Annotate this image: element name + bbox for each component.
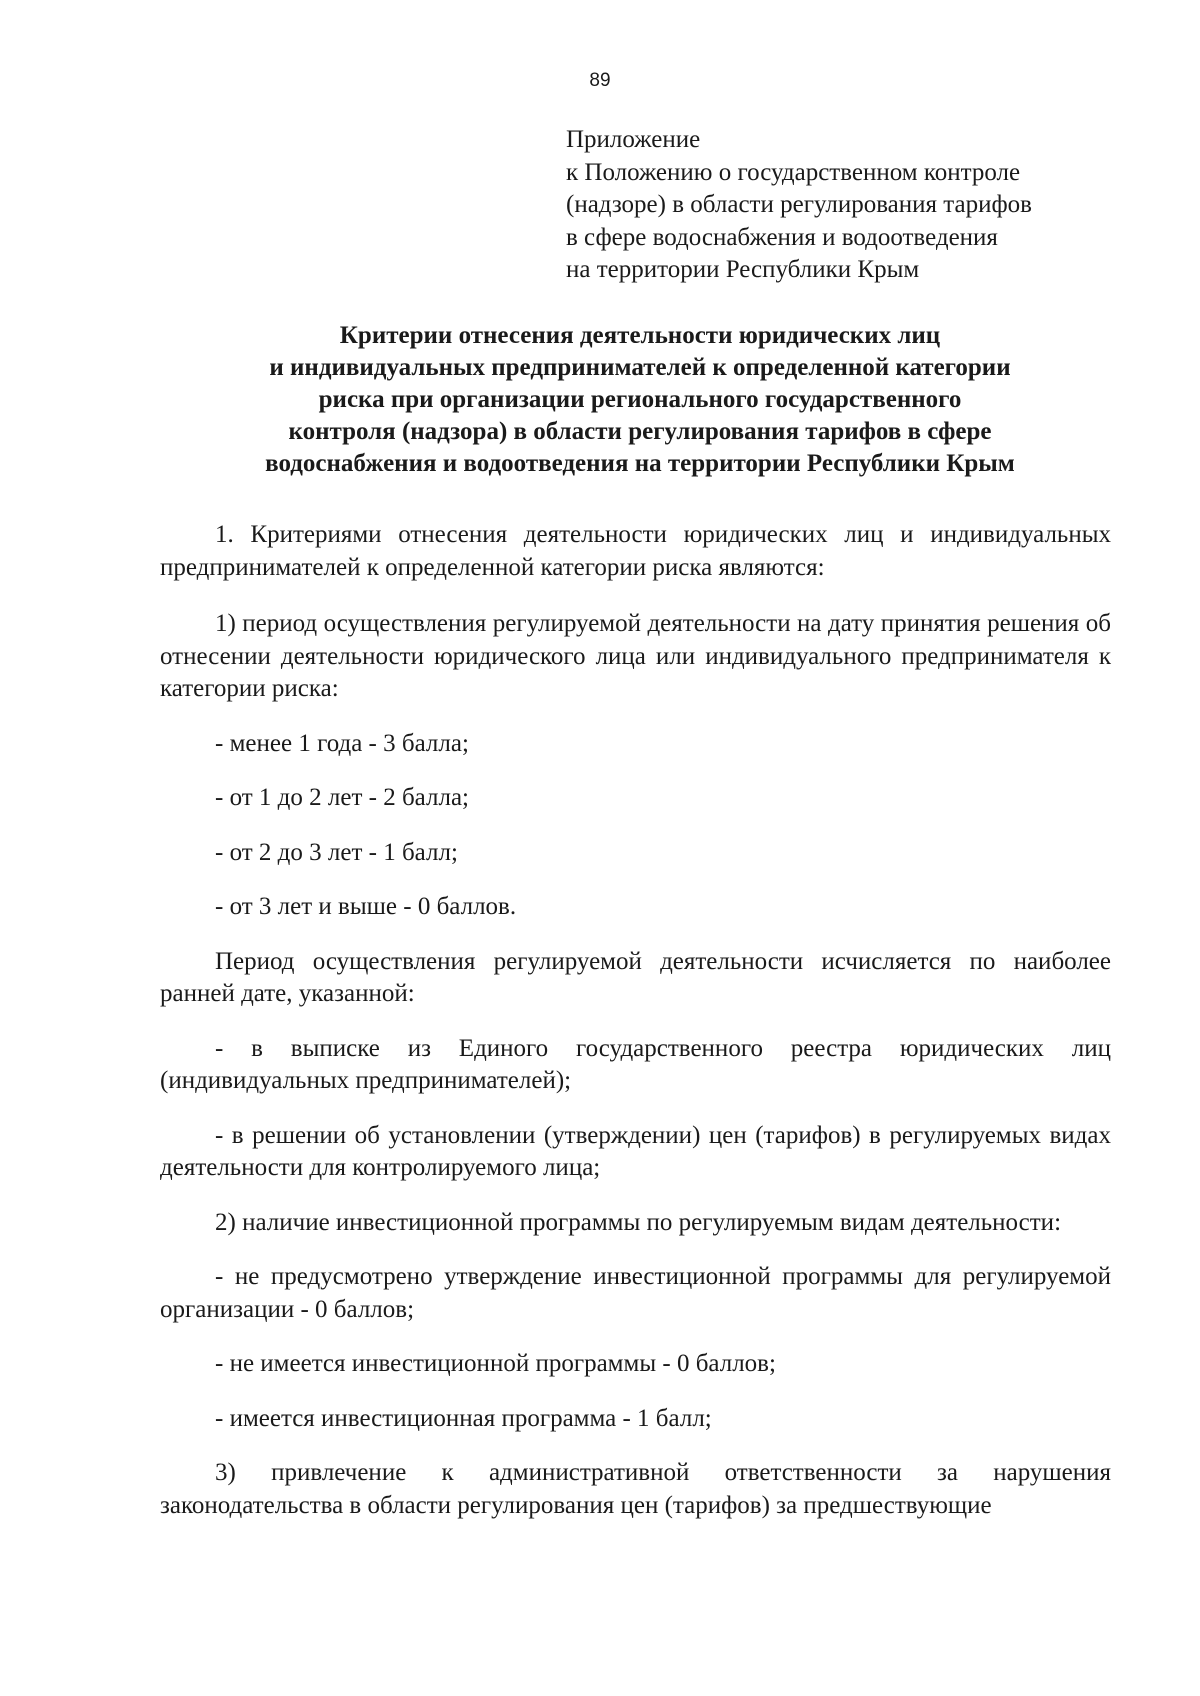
list-item: - от 2 до 3 лет - 1 балл; [215, 838, 458, 866]
list-item: - от 1 до 2 лет - 2 балла; [215, 784, 469, 811]
list-item: - не предусмотрено утверждение инвестиционной программы для регулируемой организации - 0 баллов; [160, 1263, 1111, 1323]
list-item: - не имеется инвестиционной программы - 0 баллов; [215, 1350, 776, 1377]
list-item: - от 3 лет и выше - 0 баллов. [215, 893, 517, 920]
title-line: контроля (надзора) в области регулирования тарифов в сфере [288, 418, 992, 445]
title-line: и индивидуальных предпринимателей к определенной категории [269, 354, 1011, 381]
title-line: Критерии отнесения деятельности юридических лиц [339, 322, 941, 349]
list-item: - менее 1 года - 3 балла; [215, 729, 469, 757]
appendix-header [566, 124, 1166, 287]
paragraph-item-3: 3) привлечение к административной ответственности за нарушения законодательства в области регулирования цен (тарифов) за предшествующие [160, 1459, 1111, 1519]
paragraph-period: Период осуществления регулируемой деятельности исчисляется по наиболее ранней дате, указанной: [160, 947, 1111, 1007]
list-item: - имеется инвестиционная программа - 1 балл; [215, 1404, 712, 1432]
list-item: - в выписке из Единого государственного реестра юридических лиц (индивидуальных предпринимателей); [160, 1034, 1111, 1094]
appendix-line: (надзоре) в области регулирования тарифов [566, 191, 1032, 218]
appendix-line: Приложение [566, 126, 701, 153]
title-line: риска при организации регионального государственного [318, 386, 962, 413]
paragraph-item-1: 1) период осуществления регулируемой деятельности на дату принятия решения об отнесении деятельности юридического лица или индивидуального предпринимателя к категории риска: [160, 610, 1111, 702]
title-line: водоснабжения и водоотведения на территории Республики Крым [265, 450, 1015, 477]
appendix-line: на территории Республики Крым [566, 256, 920, 283]
paragraph-item-2: 2) наличие инвестиционной программы по регулируемым видам деятельности: [215, 1208, 1062, 1236]
page-number: 89 [589, 70, 611, 91]
appendix-line: в сфере водоснабжения и водоотведения [566, 223, 998, 251]
document-body [160, 519, 1111, 1522]
list-item: - в решении об установлении (утверждении) цен (тарифов) в регулируемых видах деятельности для контролируемого лица; [160, 1121, 1111, 1181]
document-title [160, 320, 1120, 480]
paragraph-criteria-intro: 1. Критериями отнесения деятельности юридических лиц и индивидуальных предпринимателей к определенной категории риска являются: [160, 521, 1111, 581]
appendix-line: к Положению о государственном контроле [566, 158, 1021, 186]
